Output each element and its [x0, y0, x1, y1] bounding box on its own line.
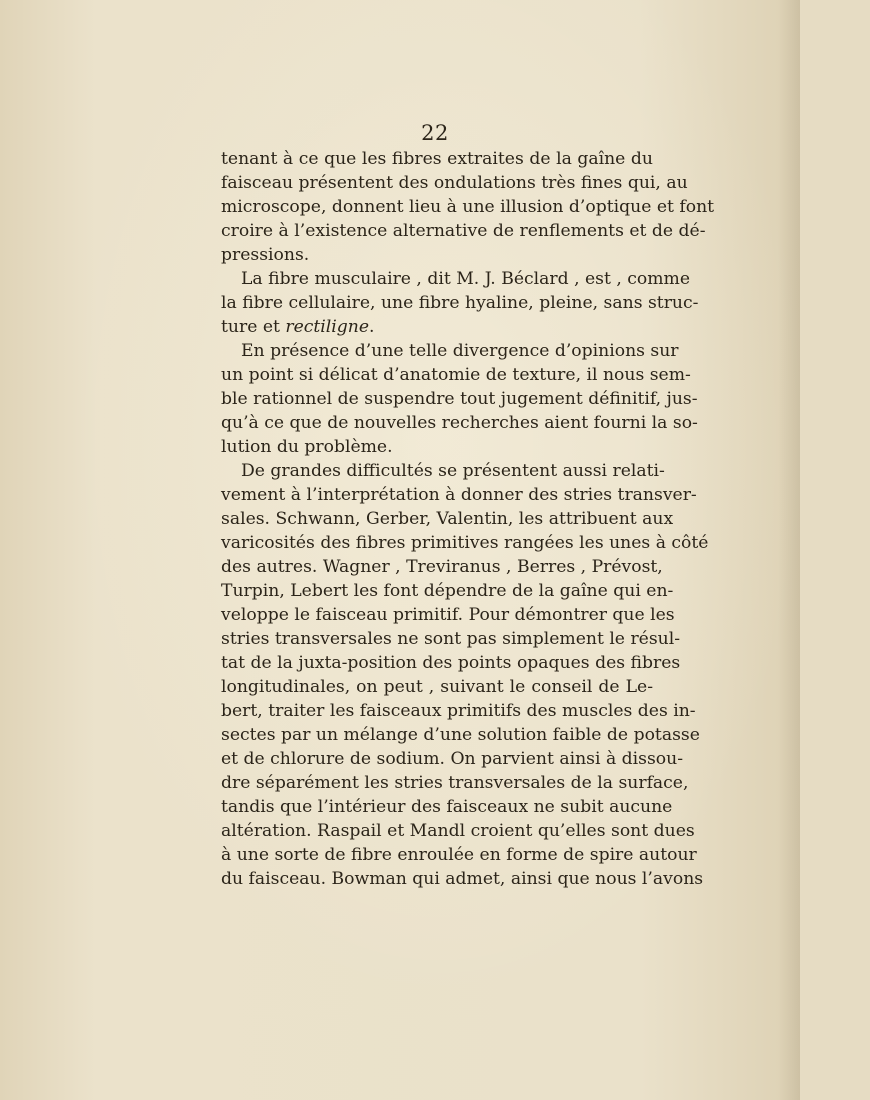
text-line: du faisceau. Bowman qui admet, ainsi que nous l’avons	[221, 869, 704, 889]
text-line: tat de la juxta-position des points opaques des fibres	[221, 653, 681, 673]
text-line: tandis que l’intérieur des faisceaux ne subit aucune	[221, 797, 673, 817]
text-line: faisceau présentent des ondulations très fines qui, au	[221, 173, 688, 193]
text-line: sales. Schwann, Gerber, Valentin, les attribuent aux	[221, 509, 674, 529]
text-line: ble rationnel de suspendre tout jugement définitif, jus-	[221, 389, 698, 409]
text-line: des autres. Wagner , Treviranus , Berres , Prévost,	[221, 557, 663, 577]
text-line: ture et rectiligne.	[221, 317, 375, 337]
text-line: microscope, donnent lieu à une illusion d’optique et font	[221, 197, 715, 217]
text-line: et de chlorure de sodium. On parvient ainsi à dissou-	[221, 749, 684, 769]
text-line: à une sorte de fibre enroulée en forme de spire autour	[221, 845, 697, 865]
text-line: stries transversales ne sont pas simplement le résul-	[221, 629, 681, 649]
text-line: De grandes difficultés se présentent aussi relati-	[241, 461, 665, 481]
text-line: qu’à ce que de nouvelles recherches aient fourni la so-	[221, 413, 698, 433]
text-line: pressions.	[221, 245, 310, 265]
text-line: vement à l’interprétation à donner des stries transver-	[221, 485, 697, 505]
text-line: bert, traiter les faisceaux primitifs des muscles des in-	[221, 701, 696, 721]
text-line: veloppe le faisceau primitif. Pour démontrer que les	[221, 605, 675, 625]
text-line: altération. Raspail et Mandl croient qu’elles sont dues	[221, 821, 695, 841]
body-text	[221, 147, 715, 891]
text-line: dre séparément les stries transversales de la surface,	[221, 773, 689, 793]
text-line: croire à l’existence alternative de renflements et de dé-	[221, 221, 706, 241]
text-line: varicosités des fibres primitives rangées les unes à côté	[221, 533, 709, 553]
text-line: La fibre musculaire , dit M. J. Béclard , est , comme	[241, 269, 691, 289]
text-line: lution du problème.	[221, 437, 393, 457]
text-line: sectes par un mélange d’une solution faible de potasse	[221, 725, 700, 745]
text-line: tenant à ce que les fibres extraites de la gaîne du	[221, 149, 653, 169]
text-line: la fibre cellulaire, une fibre hyaline, pleine, sans struc-	[221, 293, 699, 313]
text-line: Turpin, Lebert les font dépendre de la gaîne qui en-	[221, 581, 674, 601]
text-line: En présence d’une telle divergence d’opinions sur	[241, 341, 679, 361]
text-line: un point si délicat d’anatomie de texture, il nous sem-	[221, 365, 691, 385]
text-line: longitudinales, on peut , suivant le conseil de Le-	[221, 677, 653, 697]
italic-term: rectiligne	[285, 317, 370, 337]
page-edge-shadow	[778, 0, 800, 1100]
page-number: 22	[421, 121, 449, 145]
